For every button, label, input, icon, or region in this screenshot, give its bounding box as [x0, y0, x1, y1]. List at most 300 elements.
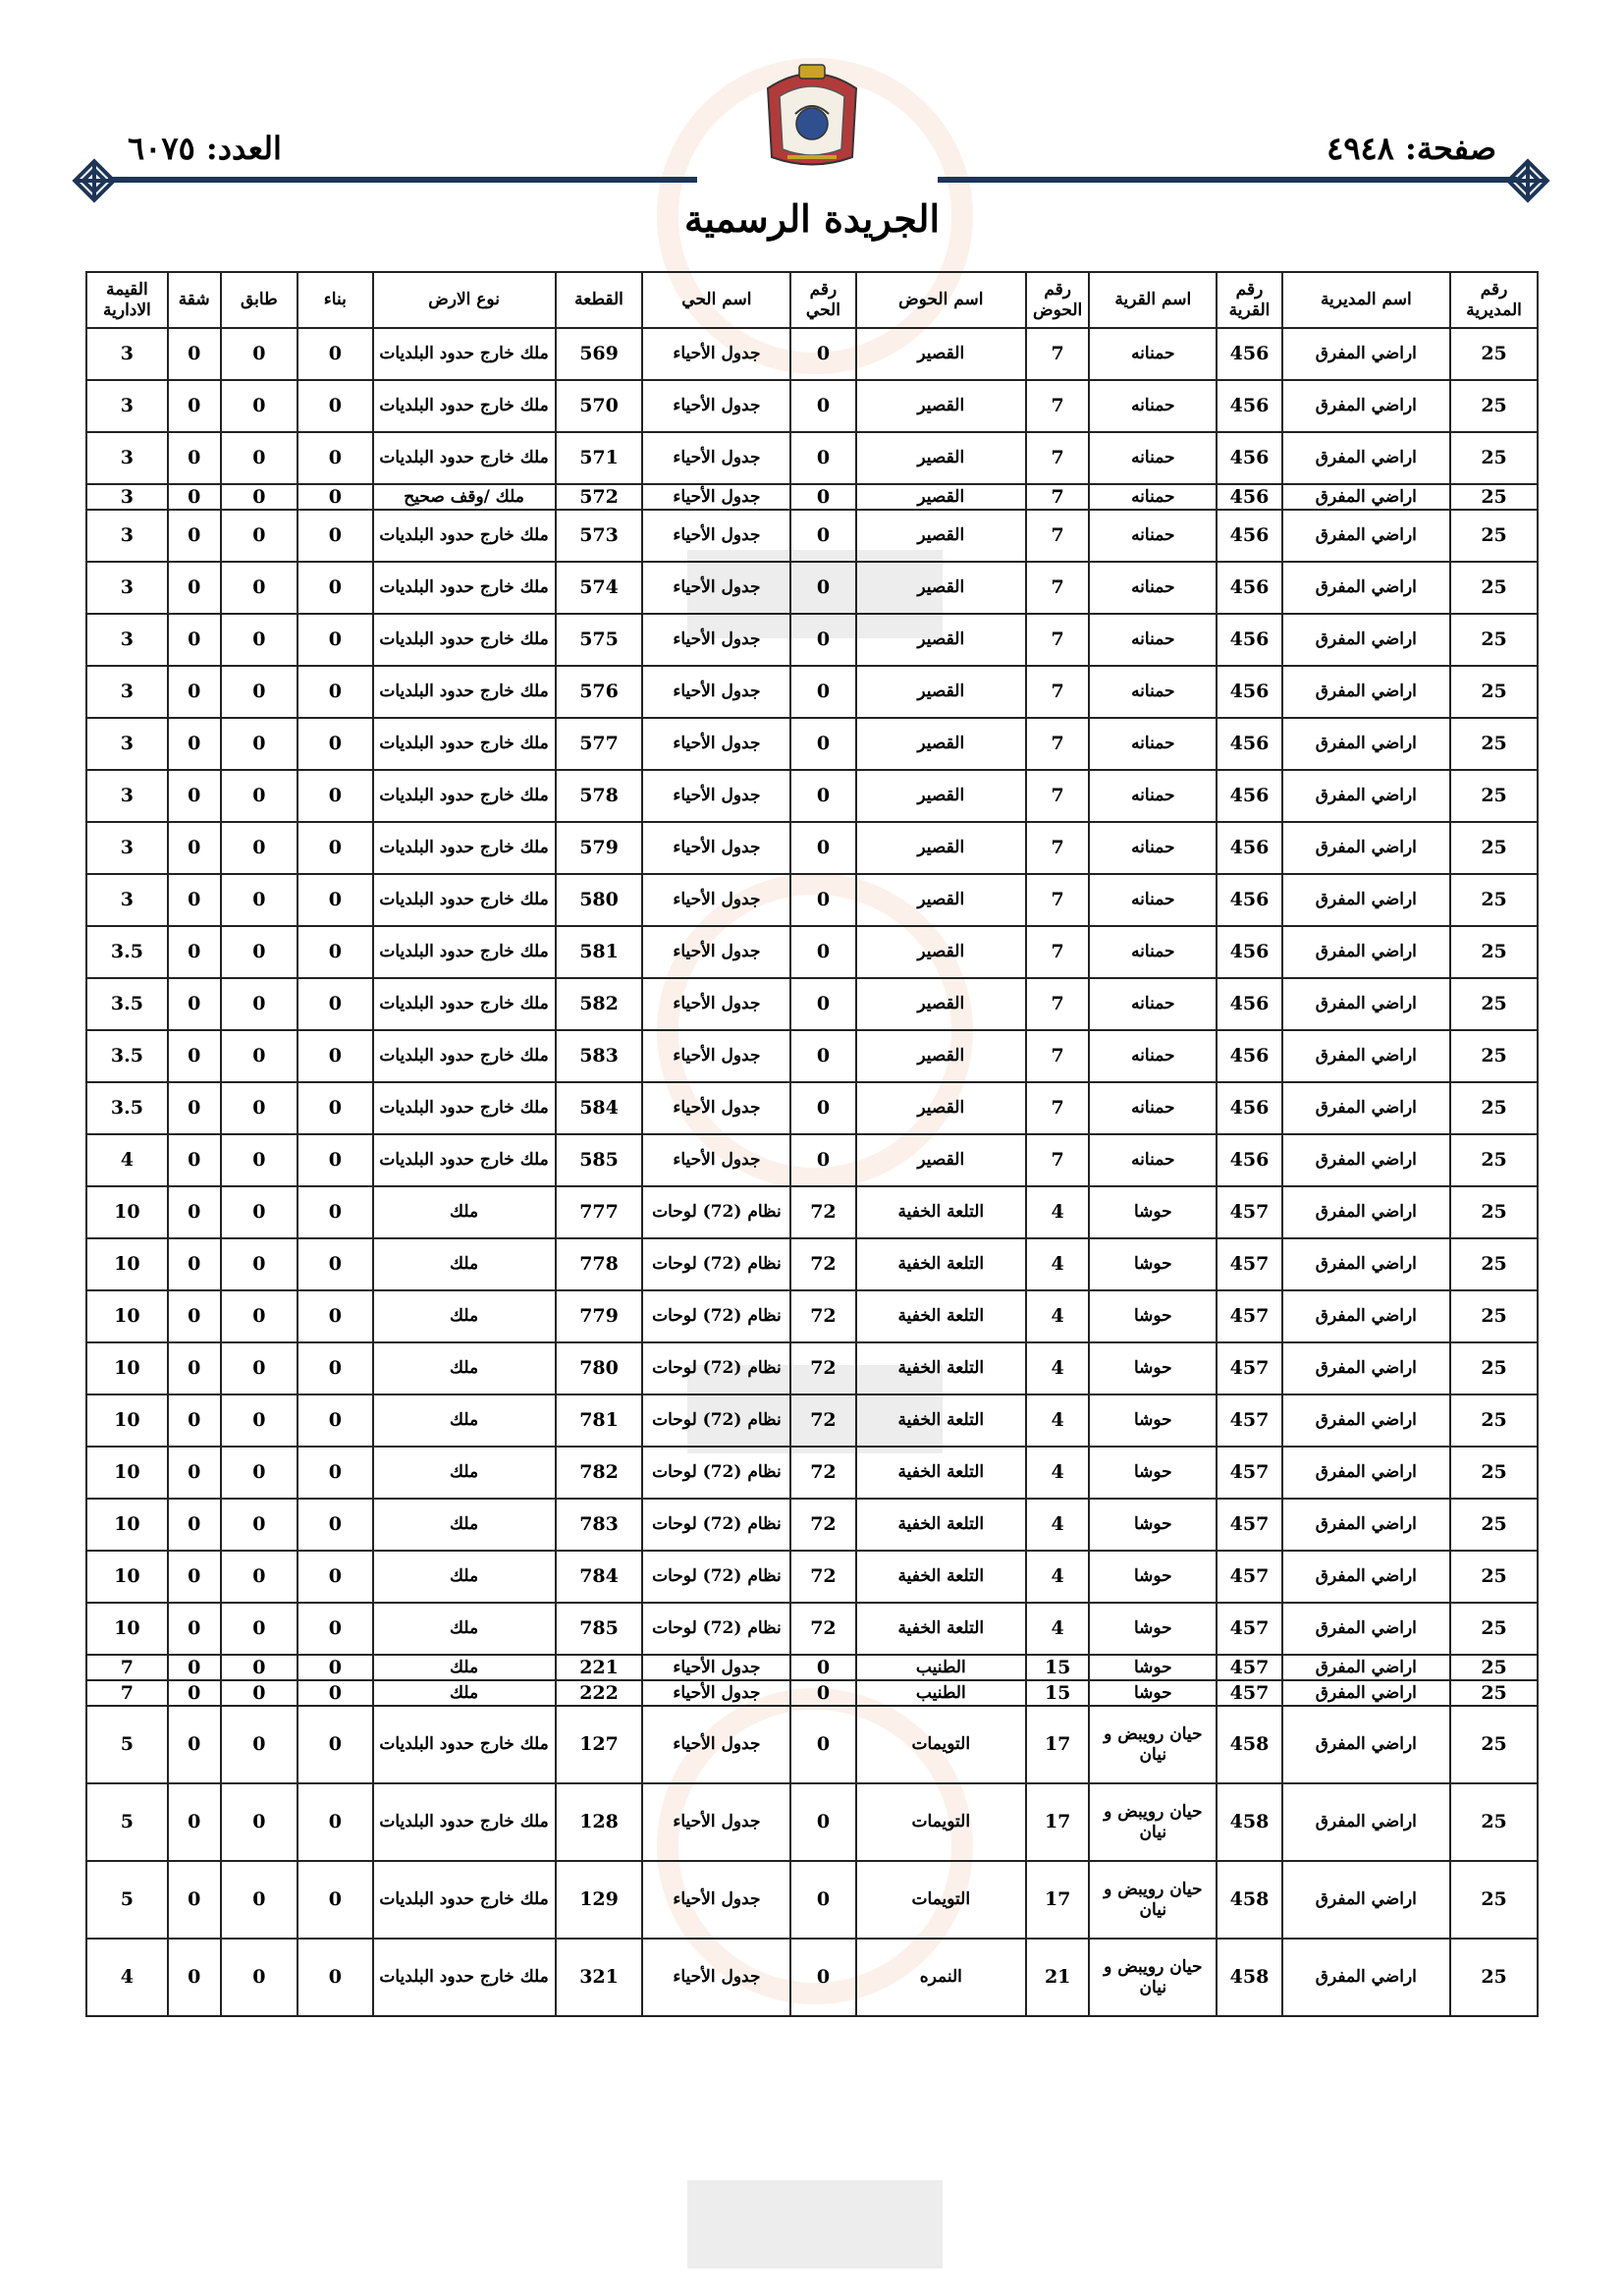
table-cell: اراضي المفرق — [1282, 1447, 1451, 1499]
table-cell: حيان رويبض و نيان — [1089, 1861, 1217, 1939]
table-row — [86, 874, 1538, 926]
table-cell: التلعة الخفية — [856, 1551, 1027, 1603]
table-cell: النمره — [856, 1939, 1027, 2016]
table-cell: 783 — [556, 1499, 643, 1551]
table-cell: 25 — [1450, 1082, 1538, 1134]
table-cell: التويمات — [856, 1706, 1027, 1783]
table-cell: جدول الأحياء — [642, 510, 790, 562]
table-cell: 3 — [86, 328, 168, 380]
table-cell: 0 — [168, 432, 221, 484]
table-cell: 7 — [1026, 562, 1089, 614]
table-cell: 785 — [556, 1603, 643, 1655]
table-cell: التلعة الخفية — [856, 1447, 1027, 1499]
table-cell: اراضي المفرق — [1282, 978, 1451, 1030]
table-cell: 456 — [1217, 562, 1281, 614]
table-cell: 7 — [1026, 770, 1089, 822]
table-row — [86, 1030, 1538, 1082]
table-cell: 25 — [1450, 1551, 1538, 1603]
table-cell: 0 — [221, 328, 298, 380]
table-cell: حوشا — [1089, 1680, 1217, 1706]
table-cell: 3 — [86, 614, 168, 666]
column-header: رقم الحوض — [1026, 272, 1089, 328]
table-cell: جدول الأحياء — [642, 874, 790, 926]
table-cell: 458 — [1217, 1861, 1281, 1939]
table-cell: 4 — [1026, 1603, 1089, 1655]
table-cell: اراضي المفرق — [1282, 1082, 1451, 1134]
table-cell: 7 — [1026, 978, 1089, 1030]
table-cell: 15 — [1026, 1680, 1089, 1706]
table-cell: جدول الأحياء — [642, 1706, 790, 1783]
table-row — [86, 510, 1538, 562]
table-cell: 0 — [221, 562, 298, 614]
table-cell: 458 — [1217, 1783, 1281, 1861]
table-cell: 575 — [556, 614, 643, 666]
table-cell: التويمات — [856, 1783, 1027, 1861]
table-cell: حمنانه — [1089, 822, 1217, 874]
table-cell: 580 — [556, 874, 643, 926]
table-cell: 0 — [790, 1134, 855, 1186]
table-cell: القصير — [856, 978, 1027, 1030]
table-cell: التويمات — [856, 1861, 1027, 1939]
column-header: القيمة الادارية — [86, 272, 168, 328]
table-cell: اراضي المفرق — [1282, 718, 1451, 770]
table-cell: 3 — [86, 874, 168, 926]
table-cell: 457 — [1217, 1238, 1281, 1290]
table-cell: 25 — [1450, 510, 1538, 562]
table-cell: 0 — [790, 1680, 855, 1706]
table-cell: 7 — [1026, 1082, 1089, 1134]
table-cell: ملك خارج حدود البلديات — [373, 510, 556, 562]
table-row — [86, 484, 1538, 510]
table-cell: اراضي المفرق — [1282, 926, 1451, 978]
table-cell: ملك خارج حدود البلديات — [373, 718, 556, 770]
table-cell: حمنانه — [1089, 614, 1217, 666]
table-cell: 0 — [221, 1939, 298, 2016]
table-cell: ملك — [373, 1551, 556, 1603]
table-cell: 0 — [168, 1290, 221, 1342]
table-cell: 3.5 — [86, 926, 168, 978]
table-cell: 4 — [1026, 1238, 1089, 1290]
table-row — [86, 1499, 1538, 1551]
table-cell: 0 — [168, 1655, 221, 1680]
table-cell: نظام (72) لوحات — [642, 1290, 790, 1342]
table-cell: 10 — [86, 1447, 168, 1499]
table-cell: ملك — [373, 1238, 556, 1290]
table-cell: جدول الأحياء — [642, 614, 790, 666]
table-cell: القصير — [856, 874, 1027, 926]
table-cell: 15 — [1026, 1655, 1089, 1680]
table-cell: 0 — [168, 510, 221, 562]
table-cell: 25 — [1450, 1655, 1538, 1680]
table-cell: 0 — [221, 1655, 298, 1680]
table-cell: 7 — [1026, 666, 1089, 718]
table-cell: حيان رويبض و نيان — [1089, 1783, 1217, 1861]
table-cell: 0 — [221, 666, 298, 718]
table-cell: جدول الأحياء — [642, 562, 790, 614]
table-cell: 0 — [298, 1186, 372, 1238]
table-cell: حمنانه — [1089, 562, 1217, 614]
table-cell: جدول الأحياء — [642, 1082, 790, 1134]
table-cell: 25 — [1450, 562, 1538, 614]
table-cell: ملك — [373, 1447, 556, 1499]
table-cell: 577 — [556, 718, 643, 770]
table-cell: 5 — [86, 1861, 168, 1939]
table-cell: 3.5 — [86, 1082, 168, 1134]
table-cell: القصير — [856, 328, 1027, 380]
table-cell: 0 — [221, 1238, 298, 1290]
table-cell: 7 — [1026, 822, 1089, 874]
table-cell: 25 — [1450, 1134, 1538, 1186]
column-header: شقة — [168, 272, 221, 328]
table-cell: 4 — [1026, 1186, 1089, 1238]
table-cell: 25 — [1450, 1706, 1538, 1783]
issue-number: العدد: ٦٠٧٥ — [128, 130, 282, 167]
table-cell: 573 — [556, 510, 643, 562]
table-cell: 0 — [168, 1394, 221, 1447]
table-cell: 0 — [168, 1030, 221, 1082]
table-cell: 456 — [1217, 822, 1281, 874]
table-cell: 129 — [556, 1861, 643, 1939]
table-cell: 784 — [556, 1551, 643, 1603]
table-row — [86, 1680, 1538, 1706]
table-cell: التلعة الخفية — [856, 1603, 1027, 1655]
table-cell: 0 — [221, 1394, 298, 1447]
table-cell: التلعة الخفية — [856, 1186, 1027, 1238]
table-cell: 0 — [790, 770, 855, 822]
table-cell: 21 — [1026, 1939, 1089, 2016]
table-cell: 3 — [86, 770, 168, 822]
table-cell: 10 — [86, 1186, 168, 1238]
table-cell: 780 — [556, 1342, 643, 1394]
table-cell: 456 — [1217, 484, 1281, 510]
table-cell: ملك خارج حدود البلديات — [373, 380, 556, 432]
table-cell: 579 — [556, 822, 643, 874]
table-cell: ملك خارج حدود البلديات — [373, 822, 556, 874]
table-cell: حمنانه — [1089, 432, 1217, 484]
table-cell: 0 — [298, 1030, 372, 1082]
table-cell: 3 — [86, 718, 168, 770]
table-cell: 25 — [1450, 1499, 1538, 1551]
table-cell: 0 — [790, 1861, 855, 1939]
table-cell: 457 — [1217, 1342, 1281, 1394]
table-cell: 72 — [790, 1342, 855, 1394]
table-cell: 4 — [1026, 1342, 1089, 1394]
table-cell: اراضي المفرق — [1282, 614, 1451, 666]
table-cell: حمنانه — [1089, 1082, 1217, 1134]
table-cell: حيان رويبض و نيان — [1089, 1939, 1217, 2016]
table-cell: 456 — [1217, 926, 1281, 978]
table-cell: 7 — [1026, 718, 1089, 770]
table-cell: 0 — [221, 1680, 298, 1706]
table-cell: 7 — [1026, 432, 1089, 484]
table-cell: 7 — [1026, 510, 1089, 562]
table-cell: حمنانه — [1089, 770, 1217, 822]
table-cell: 0 — [168, 614, 221, 666]
table-cell: 0 — [221, 1030, 298, 1082]
table-cell: 4 — [1026, 1499, 1089, 1551]
table-cell: التلعة الخفية — [856, 1499, 1027, 1551]
table-cell: 456 — [1217, 380, 1281, 432]
table-cell: جدول الأحياء — [642, 1861, 790, 1939]
table-cell: نظام (72) لوحات — [642, 1342, 790, 1394]
table-cell: 0 — [221, 1706, 298, 1783]
table-cell: ملك — [373, 1342, 556, 1394]
table-cell: 0 — [168, 1499, 221, 1551]
column-header: اسم القرية — [1089, 272, 1217, 328]
table-cell: نظام (72) لوحات — [642, 1499, 790, 1551]
table-cell: 0 — [298, 1680, 372, 1706]
table-cell: اراضي المفرق — [1282, 1290, 1451, 1342]
table-cell: 456 — [1217, 328, 1281, 380]
table-cell: 458 — [1217, 1706, 1281, 1783]
table-cell: 25 — [1450, 1238, 1538, 1290]
table-cell: 72 — [790, 1290, 855, 1342]
table-cell: 3 — [86, 432, 168, 484]
column-header: بناء — [298, 272, 372, 328]
table-cell: ملك خارج حدود البلديات — [373, 328, 556, 380]
table-cell: حمنانه — [1089, 380, 1217, 432]
table-cell: نظام (72) لوحات — [642, 1186, 790, 1238]
table-cell: 0 — [168, 1783, 221, 1861]
table-cell: 456 — [1217, 718, 1281, 770]
table-cell: اراضي المفرق — [1282, 770, 1451, 822]
table-cell: اراضي المفرق — [1282, 1238, 1451, 1290]
table-cell: 10 — [86, 1603, 168, 1655]
table-cell: اراضي المفرق — [1282, 1134, 1451, 1186]
table-cell: ملك — [373, 1499, 556, 1551]
table-cell: القصير — [856, 484, 1027, 510]
table-cell: اراضي المفرق — [1282, 1783, 1451, 1861]
table-cell: ملك خارج حدود البلديات — [373, 562, 556, 614]
table-cell: جدول الأحياء — [642, 718, 790, 770]
table-cell: 581 — [556, 926, 643, 978]
table-cell: 0 — [790, 1030, 855, 1082]
table-cell: اراضي المفرق — [1282, 822, 1451, 874]
table-cell: 4 — [1026, 1551, 1089, 1603]
table-cell: 0 — [298, 1783, 372, 1861]
column-header: رقم المديرية — [1450, 272, 1538, 328]
table-cell: اراضي المفرق — [1282, 562, 1451, 614]
table-cell: 25 — [1450, 666, 1538, 718]
table-cell: 4 — [86, 1939, 168, 2016]
table-cell: ملك خارج حدود البلديات — [373, 1134, 556, 1186]
table-cell: 456 — [1217, 978, 1281, 1030]
table-row — [86, 978, 1538, 1030]
table-cell: 72 — [790, 1238, 855, 1290]
table-cell: 456 — [1217, 770, 1281, 822]
table-cell: 0 — [168, 1680, 221, 1706]
table-cell: 0 — [790, 432, 855, 484]
table-cell: 456 — [1217, 1030, 1281, 1082]
table-cell: ملك خارج حدود البلديات — [373, 1082, 556, 1134]
table-cell: 0 — [168, 1861, 221, 1939]
table-cell: 10 — [86, 1290, 168, 1342]
table-cell: 0 — [168, 1238, 221, 1290]
table-cell: 457 — [1217, 1603, 1281, 1655]
table-cell: ملك خارج حدود البلديات — [373, 1939, 556, 2016]
table-cell: جدول الأحياء — [642, 380, 790, 432]
table-cell: نظام (72) لوحات — [642, 1551, 790, 1603]
table-cell: اراضي المفرق — [1282, 1939, 1451, 2016]
table-cell: حمنانه — [1089, 874, 1217, 926]
table-cell: حمنانه — [1089, 1030, 1217, 1082]
table-cell: 0 — [168, 380, 221, 432]
table-cell: حمنانه — [1089, 666, 1217, 718]
table-cell: نظام (72) لوحات — [642, 1394, 790, 1447]
table-cell: 25 — [1450, 1290, 1538, 1342]
table-cell: 0 — [221, 1447, 298, 1499]
table-cell: 457 — [1217, 1290, 1281, 1342]
table-cell: 25 — [1450, 1186, 1538, 1238]
land-values-table — [85, 271, 1539, 2017]
table-cell: التلعة الخفية — [856, 1394, 1027, 1447]
table-cell: 0 — [168, 1342, 221, 1394]
table-cell: جدول الأحياء — [642, 432, 790, 484]
table-cell: 25 — [1450, 1342, 1538, 1394]
table-cell: اراضي المفرق — [1282, 1680, 1451, 1706]
table-cell: 0 — [790, 1655, 855, 1680]
table-cell: جدول الأحياء — [642, 1134, 790, 1186]
table-cell: 3 — [86, 484, 168, 510]
table-cell: 0 — [298, 1603, 372, 1655]
table-cell: جدول الأحياء — [642, 1680, 790, 1706]
table-cell: 0 — [168, 926, 221, 978]
table-cell: 0 — [298, 1082, 372, 1134]
table-cell: 584 — [556, 1082, 643, 1134]
table-cell: 25 — [1450, 328, 1538, 380]
jordan-coat-of-arms-icon — [758, 59, 866, 172]
table-cell: 25 — [1450, 1447, 1538, 1499]
table-cell: ملك خارج حدود البلديات — [373, 614, 556, 666]
table-cell: 7 — [1026, 1134, 1089, 1186]
table-cell: 0 — [221, 1082, 298, 1134]
table-cell: 0 — [790, 380, 855, 432]
table-cell: 25 — [1450, 1939, 1538, 2016]
table-cell: 4 — [86, 1134, 168, 1186]
table-cell: 456 — [1217, 1082, 1281, 1134]
table-cell: القصير — [856, 432, 1027, 484]
table-cell: 25 — [1450, 1783, 1538, 1861]
table-cell: 457 — [1217, 1186, 1281, 1238]
table-cell: 0 — [168, 1706, 221, 1783]
table-cell: 0 — [790, 1082, 855, 1134]
table-cell: 321 — [556, 1939, 643, 2016]
table-cell: اراضي المفرق — [1282, 1342, 1451, 1394]
table-cell: القصير — [856, 614, 1027, 666]
table-cell: اراضي المفرق — [1282, 1603, 1451, 1655]
table-cell: 0 — [298, 978, 372, 1030]
table-cell: 457 — [1217, 1499, 1281, 1551]
table-cell: 3 — [86, 510, 168, 562]
table-cell: ملك — [373, 1290, 556, 1342]
table-cell: 72 — [790, 1394, 855, 1447]
table-cell: 779 — [556, 1290, 643, 1342]
table-cell: 582 — [556, 978, 643, 1030]
table-cell: 0 — [168, 562, 221, 614]
table-cell: 0 — [298, 1394, 372, 1447]
table-cell: ملك — [373, 1655, 556, 1680]
table-cell: اراضي المفرق — [1282, 1499, 1451, 1551]
table-cell: 25 — [1450, 718, 1538, 770]
table-cell: 10 — [86, 1499, 168, 1551]
table-cell: 0 — [298, 484, 372, 510]
table-cell: 10 — [86, 1551, 168, 1603]
table-cell: 128 — [556, 1783, 643, 1861]
table-cell: 0 — [298, 1447, 372, 1499]
table-cell: اراضي المفرق — [1282, 380, 1451, 432]
table-cell: حوشا — [1089, 1551, 1217, 1603]
table-cell: اراضي المفرق — [1282, 1655, 1451, 1680]
table-cell: 570 — [556, 380, 643, 432]
table-cell: جدول الأحياء — [642, 822, 790, 874]
table-cell: 4 — [1026, 1447, 1089, 1499]
table-cell: 0 — [221, 1290, 298, 1342]
table-cell: 0 — [298, 510, 372, 562]
table-row — [86, 666, 1538, 718]
table-cell: 25 — [1450, 1030, 1538, 1082]
table-row — [86, 328, 1538, 380]
table-cell: حمنانه — [1089, 718, 1217, 770]
table-header-row — [86, 272, 1538, 328]
table-cell: 0 — [790, 614, 855, 666]
table-cell: التلعة الخفية — [856, 1238, 1027, 1290]
table-row — [86, 562, 1538, 614]
column-header: اسم المديرية — [1282, 272, 1451, 328]
table-cell: 221 — [556, 1655, 643, 1680]
table-cell: 0 — [221, 718, 298, 770]
table-cell: حيان رويبض و نيان — [1089, 1706, 1217, 1783]
table-cell: 10 — [86, 1342, 168, 1394]
table-cell: 7 — [1026, 874, 1089, 926]
table-cell: 0 — [298, 718, 372, 770]
table-cell: 0 — [298, 1238, 372, 1290]
table-cell: حمنانه — [1089, 1134, 1217, 1186]
table-cell: اراضي المفرق — [1282, 1861, 1451, 1939]
table-cell: 0 — [221, 1186, 298, 1238]
table-cell: اراضي المفرق — [1282, 1394, 1451, 1447]
table-cell: 25 — [1450, 926, 1538, 978]
table-cell: 25 — [1450, 432, 1538, 484]
table-cell: 72 — [790, 1447, 855, 1499]
table-cell: القصير — [856, 1030, 1027, 1082]
table-cell: 25 — [1450, 1680, 1538, 1706]
table-cell: 10 — [86, 1394, 168, 1447]
table-cell: 7 — [1026, 484, 1089, 510]
table-cell: 456 — [1217, 510, 1281, 562]
table-cell: 0 — [168, 978, 221, 1030]
table-cell: 0 — [221, 484, 298, 510]
table-cell: حوشا — [1089, 1655, 1217, 1680]
table-cell: 0 — [221, 1551, 298, 1603]
table-cell: 7 — [86, 1655, 168, 1680]
table-cell: القصير — [856, 1134, 1027, 1186]
table-cell: ملك — [373, 1186, 556, 1238]
table-cell: 571 — [556, 432, 643, 484]
table-row — [86, 1861, 1538, 1939]
table-cell: 0 — [168, 1447, 221, 1499]
header-rule-right — [938, 177, 1517, 183]
table-row — [86, 926, 1538, 978]
table-cell: 0 — [168, 718, 221, 770]
column-header: رقم القرية — [1217, 272, 1281, 328]
table-cell: 7 — [86, 1680, 168, 1706]
table-cell: 3 — [86, 562, 168, 614]
table-cell: 0 — [221, 1499, 298, 1551]
table-cell: 0 — [168, 1603, 221, 1655]
table-cell: 0 — [790, 510, 855, 562]
table-cell: 576 — [556, 666, 643, 718]
table-cell: 25 — [1450, 874, 1538, 926]
